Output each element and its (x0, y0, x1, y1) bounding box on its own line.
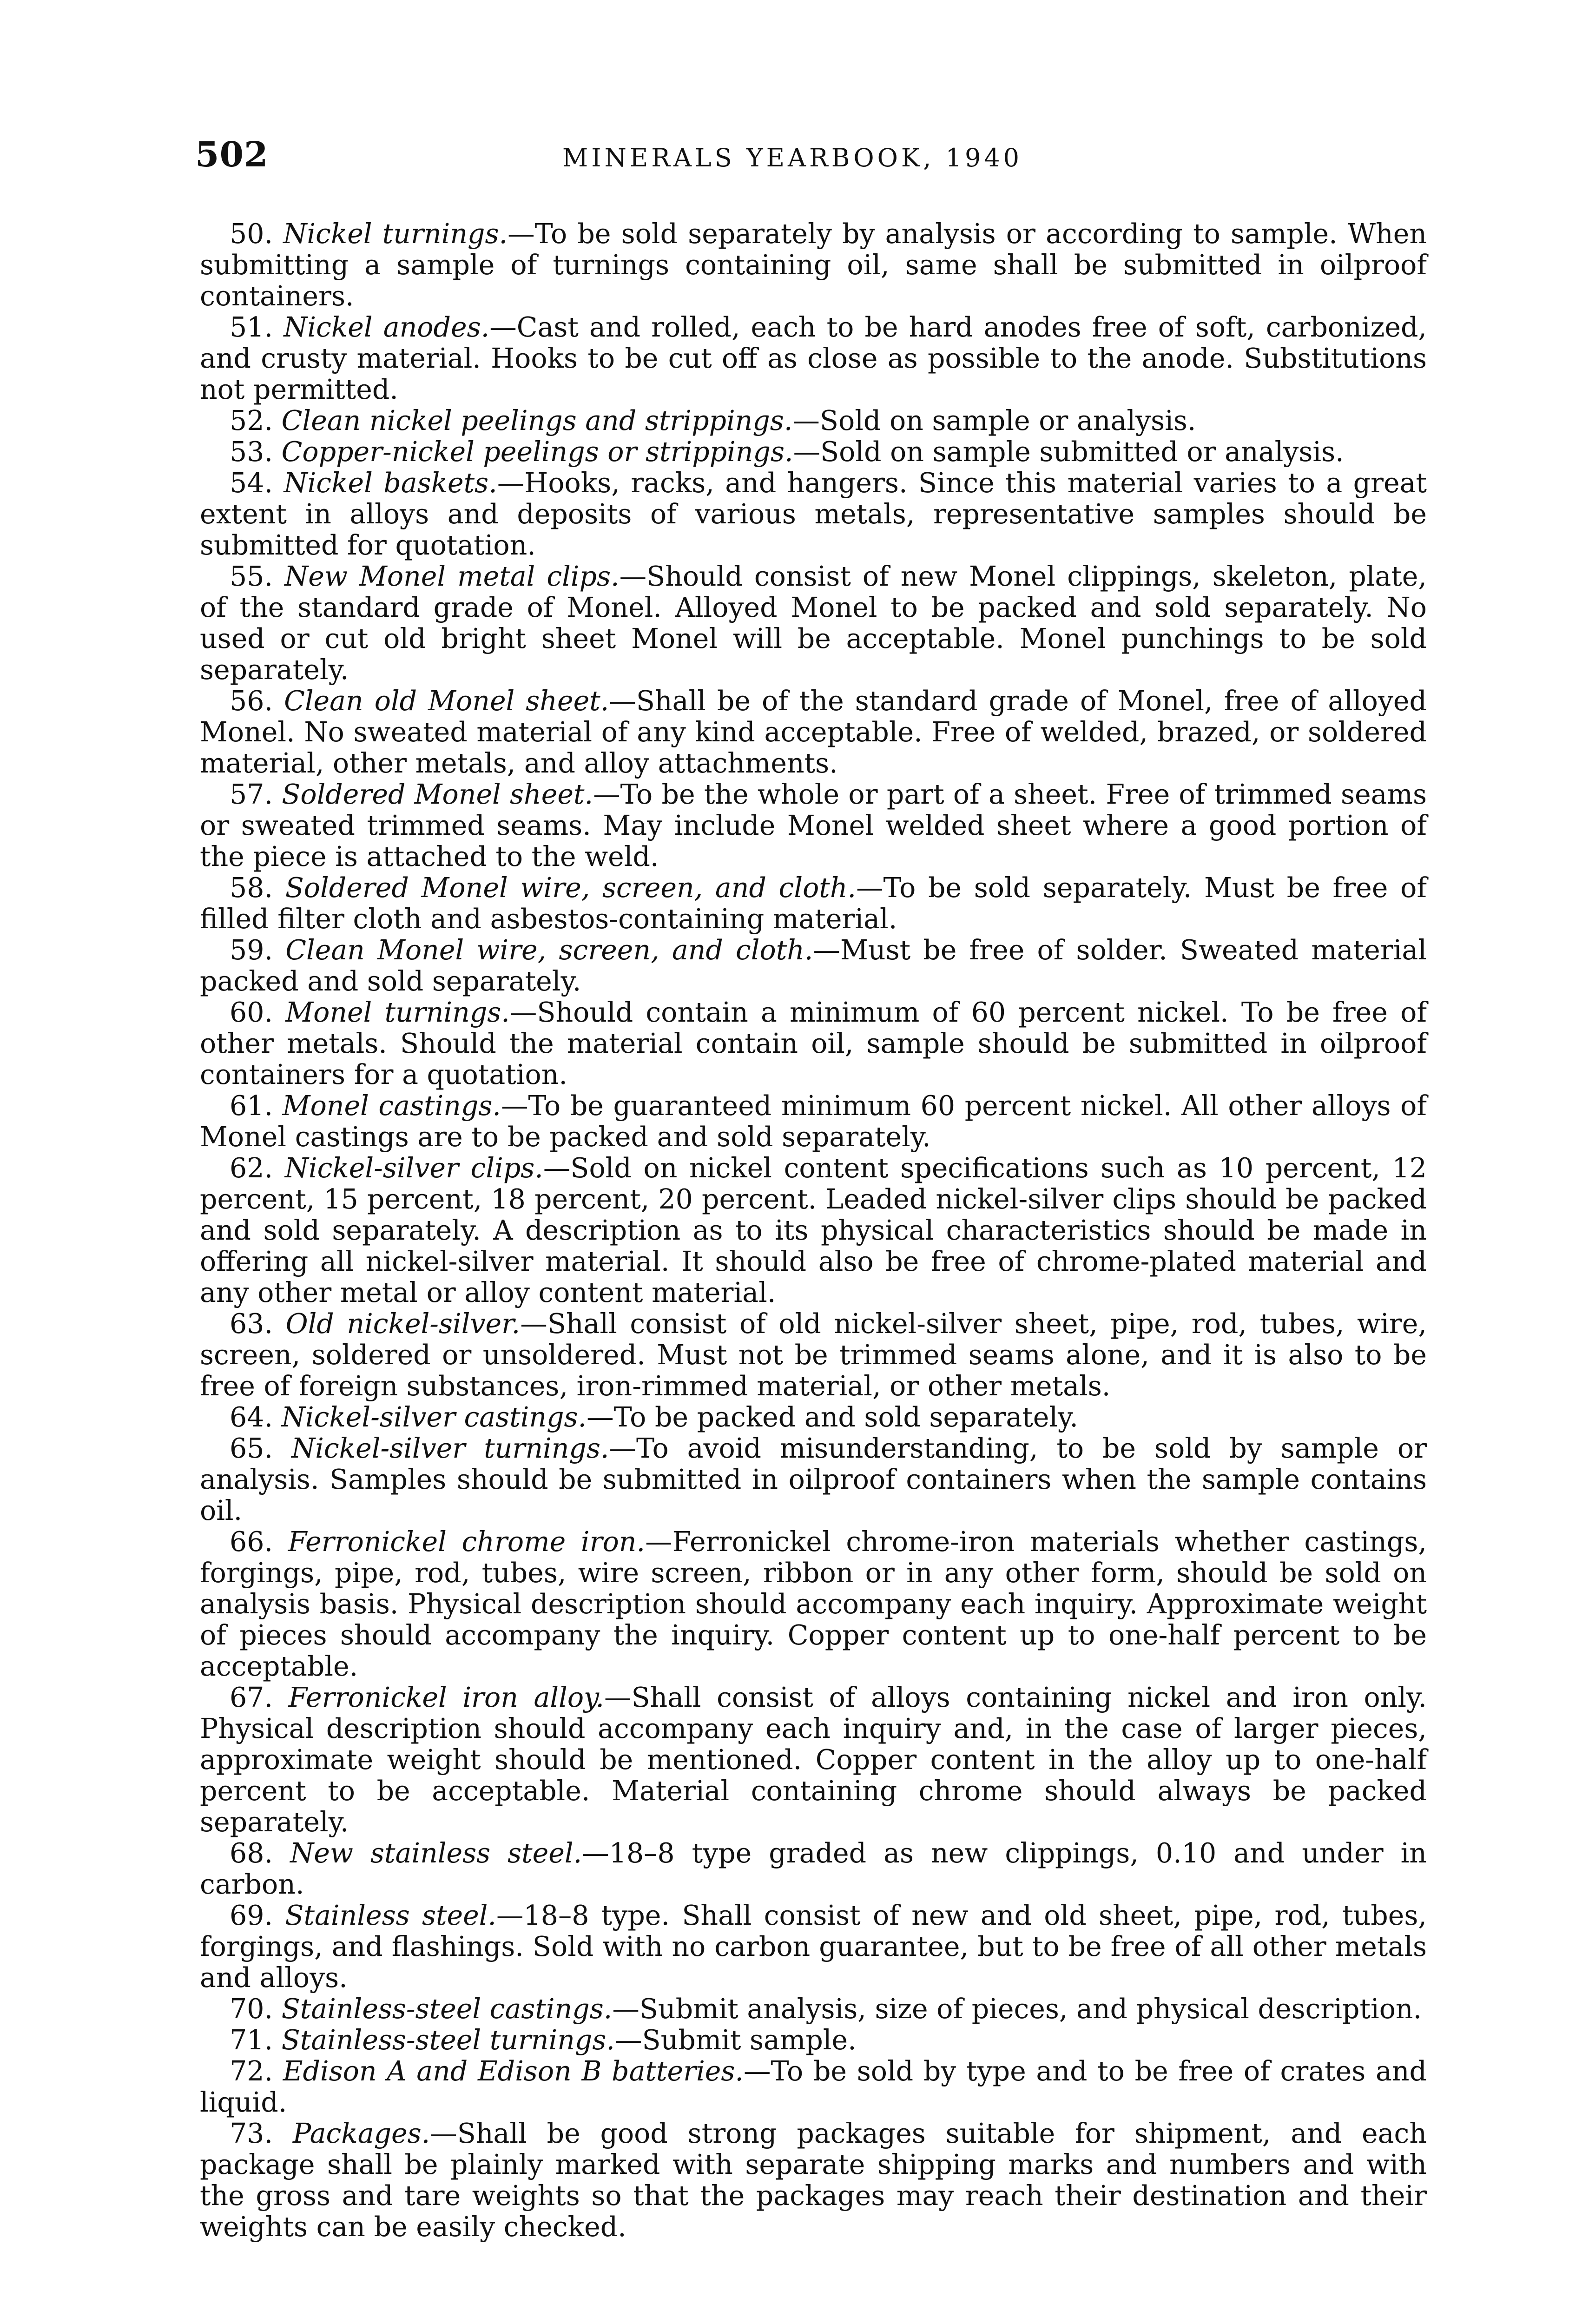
entry-term: Nickel-silver castings. (281, 1401, 587, 1433)
entry-number: 65. (230, 1433, 273, 1464)
list-item (200, 1900, 1427, 1994)
list-item (200, 218, 1427, 312)
entry-number: 73. (230, 2118, 273, 2149)
entry-term: Old nickel-silver. (285, 1308, 521, 1340)
entry-term: Soldered Monel wire, screen, and cloth. (285, 872, 857, 904)
entry-number: 71. (230, 2024, 273, 2056)
entry-number: 58. (230, 872, 273, 904)
list-item (200, 1153, 1427, 1308)
entry-text: —Should consist of new Monel clippings, skeleton, plate, of the standard grade of Monel. Alloyed Monel to be packed and sold separately. No used or cut old bright sheet Monel will be acceptable. Monel punchings to be sold separately. (200, 561, 1427, 686)
list-item (200, 561, 1427, 686)
entry-text: —Sold on sample submitted or analysis. (793, 436, 1344, 468)
entry-text: —Should contain a minimum of 60 percent nickel. To be free of other metals. Should the material contain oil, sample should be submitted in oilproof containers for a quotation. (200, 997, 1427, 1090)
entry-number: 66. (230, 1526, 273, 1558)
list-item (200, 468, 1427, 561)
entry-text: —Shall consist of old nickel-silver sheet, pipe, rod, tubes, wire, screen, soldered or unsoldered. Must not be trimmed seams alone, and it is also to be free of foreign substances, iron-rimmed material, or other metals. (200, 1308, 1427, 1402)
entry-text: —Submit analysis, size of pieces, and physical description. (612, 1993, 1422, 2025)
list-item (200, 405, 1427, 436)
entry-number: 57. (230, 779, 273, 810)
entry-text: —Submit sample. (615, 2024, 857, 2056)
entry-number: 72. (230, 2055, 273, 2087)
list-item (200, 686, 1427, 779)
entry-term: Packages. (292, 2118, 430, 2149)
running-title: MINERALS YEARBOOK, 1940 (562, 143, 1023, 172)
list-item (200, 1090, 1427, 1153)
list-item (200, 1994, 1427, 2025)
list-item (200, 436, 1427, 468)
entry-number: 61. (230, 1090, 273, 1122)
list-item (200, 1526, 1427, 1682)
entry-term: Monel turnings. (285, 997, 510, 1028)
list-item (200, 2118, 1427, 2243)
entry-number: 59. (230, 934, 273, 966)
entry-term: Stainless steel. (285, 1900, 497, 1931)
entry-text: —To be sold separately by analysis or according to sample. When submitting a sample of turnings containing oil, same shall be submitted in oilproof containers. (200, 218, 1427, 312)
entry-text: —Ferronickel chrome-iron materials whether castings, forgings, pipe, rod, tubes, wire screen, ribbon or in any other form, should be sold on analysis basis. Physical description should accompany each inquiry. Approximate weight of pieces should accompany the inquiry. Copper content up to one-half percent to be acceptable. (200, 1526, 1427, 1682)
entry-text: —To be guaranteed minimum 60 percent nickel. All other alloys of Monel castings are to be packed and sold separately. (200, 1090, 1427, 1153)
page-header (195, 135, 1431, 191)
entry-number: 68. (230, 1837, 273, 1869)
entry-text: —To be the whole or part of a sheet. Free of trimmed seams or sweated trimmed seams. May include Monel welded sheet where a good portion of the piece is attached to the weld. (200, 779, 1427, 872)
entry-term: Nickel turnings. (283, 218, 508, 250)
entry-text: —To be sold separately. Must be free of filled filter cloth and asbestos-containing material. (200, 872, 1427, 935)
list-item (200, 872, 1427, 935)
entry-number: 51. (230, 311, 273, 343)
entry-term: New Monel metal clips. (284, 561, 620, 592)
entry-text: —To avoid misunderstanding, to be sold by sample or analysis. Samples should be submitted in oilproof containers when the sample contains oil. (200, 1433, 1427, 1526)
list-item (200, 1308, 1427, 1402)
entry-term: Nickel anodes. (283, 311, 490, 343)
list-item (200, 2056, 1427, 2118)
entry-text: —Shall be good strong packages suitable for shipment, and each package shall be plainly marked with separate shipping marks and numbers and with the gross and tare weights so that the packages may reach their destination and their weights can be easily checked. (200, 2118, 1427, 2243)
entry-number: 69. (230, 1900, 273, 1931)
entry-term: Stainless-steel castings. (281, 1993, 613, 2025)
entry-number: 70. (230, 1993, 273, 2025)
entry-text: —18–8 type graded as new clippings, 0.10 and under in carbon. (200, 1837, 1427, 1900)
entry-number: 63. (230, 1308, 273, 1340)
entry-text: —Shall be of the standard grade of Monel, free of alloyed Monel. No sweated material of any kind acceptable. Free of welded, brazed, or soldered material, other metals, and alloy attachments. (200, 685, 1427, 779)
entry-text: —Shall consist of alloys containing nickel and iron only. Physical description should accompany each inquiry and, in the case of larger pieces, approximate weight should be mentioned. Copper content in the alloy up to one-half percent to be acceptable. Material containing chrome should always be packed separately. (200, 1682, 1427, 1838)
page-number: 502 (195, 135, 269, 175)
entry-term: Stainless-steel turnings. (281, 2024, 615, 2056)
entry-text: —Sold on nickel content specifications such as 10 percent, 12 percent, 15 percent, 18 percent, 20 percent. Leaded nickel-silver clips should be packed and sold separately. A description as to its physical characteristics should be made in offering all nickel-silver material. It should also be free of chrome-plated material and any other metal or alloy content material. (200, 1152, 1427, 1308)
entry-term: Ferronickel iron alloy. (288, 1682, 604, 1713)
list-item (200, 1838, 1427, 1900)
entry-number: 53. (230, 436, 273, 468)
entry-number: 54. (230, 467, 273, 499)
list-item (200, 312, 1427, 405)
entry-text: —Cast and rolled, each to be hard anodes free of soft, carbonized, and crusty material. Hooks to be cut off as close as possible to the anode. Substitutions not permitted. (200, 311, 1427, 405)
entry-term: Nickel-silver turnings. (291, 1433, 609, 1464)
list-item (200, 935, 1427, 997)
entry-term: Edison A and Edison B batteries. (283, 2055, 744, 2087)
entry-text: —To be sold by type and to be free of crates and liquid. (200, 2055, 1427, 2118)
list-item (200, 1433, 1427, 1526)
entry-number: 55. (230, 561, 273, 592)
entry-term: Ferronickel chrome iron. (288, 1526, 646, 1558)
entry-number: 67. (230, 1682, 273, 1713)
entry-text: —Hooks, racks, and hangers. Since this material varies to a great extent in alloys and deposits of various metals, representative samples should be submitted for quotation. (200, 467, 1427, 561)
entry-text: —Must be free of solder. Sweated material packed and sold separately. (200, 934, 1427, 997)
specification-list (200, 218, 1427, 2243)
entry-text: —18–8 type. Shall consist of new and old sheet, pipe, rod, tubes, forgings, and flashings. Sold with no carbon guarantee, but to be free of all other metals and alloys. (200, 1900, 1427, 1994)
entry-term: Monel castings. (282, 1090, 501, 1122)
entry-term: Clean old Monel sheet. (284, 685, 609, 717)
list-item (200, 779, 1427, 872)
entry-number: 52. (230, 405, 273, 436)
entry-term: Clean Monel wire, screen, and cloth. (285, 934, 813, 966)
entry-number: 62. (230, 1152, 273, 1184)
entry-text: —Sold on sample or analysis. (792, 405, 1196, 436)
list-item (200, 1682, 1427, 1838)
entry-number: 50. (230, 218, 273, 250)
entry-number: 60. (230, 997, 273, 1028)
list-item (200, 997, 1427, 1090)
entry-number: 64. (230, 1401, 273, 1433)
entry-text: —To be packed and sold separately. (587, 1401, 1078, 1433)
list-item (200, 2025, 1427, 2056)
entry-term: Soldered Monel sheet. (282, 779, 593, 810)
entry-term: Nickel baskets. (283, 467, 497, 499)
entry-number: 56. (230, 685, 273, 717)
list-item (200, 1402, 1427, 1433)
entry-term: Clean nickel peelings and strippings. (281, 405, 793, 436)
entry-term: Nickel-silver clips. (284, 1152, 543, 1184)
entry-term: Copper-nickel peelings or strippings. (281, 436, 793, 468)
entry-term: New stainless steel. (290, 1837, 582, 1869)
